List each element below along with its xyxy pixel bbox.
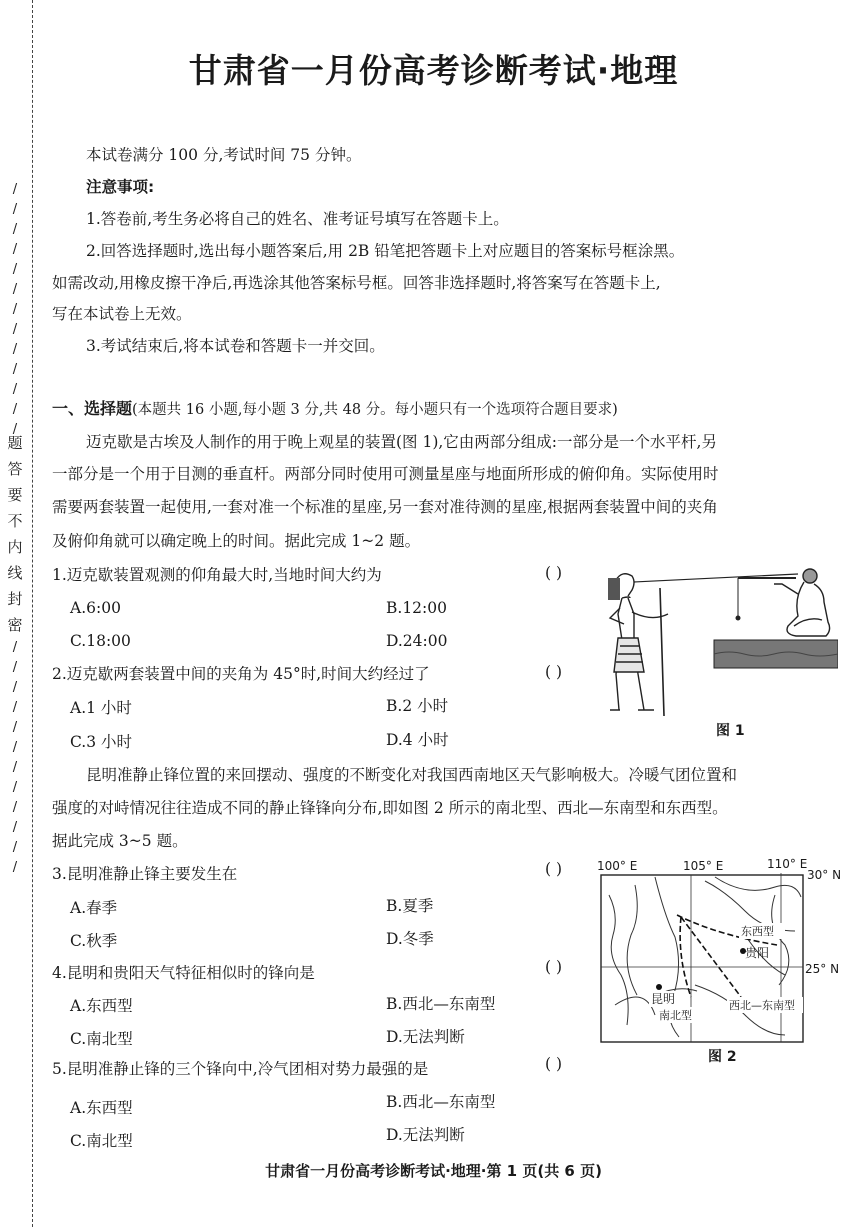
section-heading	[52, 398, 618, 421]
answer-paren: ( )	[545, 860, 563, 878]
lon-label-100: 100° E	[597, 859, 638, 873]
notice-item-2-cont: 如需改动,用橡皮擦干净后,再选涂其他答案标号框。回答非选择题时,将答案写在答题卡上,	[52, 274, 661, 292]
notice-item-3: 3.考试结束后,将本试卷和答题卡一并交回。	[86, 337, 385, 355]
margin-char: 内	[7, 538, 23, 556]
option-b: B.2 小时	[386, 697, 449, 715]
margin-char: 线	[7, 564, 23, 582]
option-d: D.4 小时	[386, 731, 449, 749]
option-d: D.无法判断	[386, 1126, 465, 1144]
option-c: C.18:00	[70, 632, 131, 650]
option-b: B.12:00	[386, 599, 447, 617]
lon-label-105: 105° E	[683, 859, 724, 873]
passage-line: 及俯仰角就可以确定晚上的时间。据此完成 1~2 题。	[52, 532, 421, 550]
option-d: D.24:00	[386, 632, 448, 650]
option-c: C.3 小时	[70, 733, 133, 751]
option-a: A.6:00	[70, 599, 121, 617]
passage-line: 迈克歇是古埃及人制作的用于晚上观星的装置(图 1),它由两部分组成:一部分是一个水平杆,另	[86, 433, 717, 451]
label-north-south: 南北型	[659, 1009, 692, 1022]
page-footer: 甘肃省一月份高考诊断考试·地理·第 1 页(共 6 页)	[265, 1162, 602, 1180]
lat-label-30: 30° N	[807, 868, 842, 882]
notice-heading: 注意事项:	[86, 178, 155, 196]
margin-char: 不	[7, 512, 23, 530]
option-c: C.南北型	[70, 1132, 133, 1150]
answer-paren: ( )	[545, 958, 563, 976]
question-4-stem: 4.昆明和贵阳天气特征相似时的锋向是	[52, 964, 315, 982]
answer-paren: ( )	[545, 1055, 563, 1073]
label-guiyang: 贵阳	[745, 946, 770, 960]
notice-item-2-cont: 写在本试卷上无效。	[52, 305, 192, 323]
margin-char: 题	[7, 434, 23, 452]
section-note: (本题共 16 小题,每小题 3 分,共 48 分。每小题只有一个选项符合题目要求)	[132, 402, 618, 418]
figure-1-illustration	[598, 568, 838, 718]
option-a: A.春季	[70, 899, 118, 917]
label-kunming: 昆明	[651, 992, 676, 1006]
page-title: 甘肃省一月份高考诊断考试·地理	[188, 51, 679, 90]
option-b: B.夏季	[386, 897, 434, 915]
margin-char: 要	[7, 486, 23, 504]
figure-2-map	[595, 855, 857, 1045]
intro-line: 本试卷满分 100 分,考试时间 75 分钟。	[86, 146, 362, 164]
option-c: C.南北型	[70, 1030, 133, 1048]
notice-item-2: 2.回答选择题时,选出每小题答案后,用 2B 铅笔把答题卡上对应题目的答案标号框涂黑。	[86, 242, 685, 260]
question-5-stem: 5.昆明准静止锋的三个锋向中,冷气团相对势力最强的是	[52, 1060, 429, 1078]
binding-margin-text: / / / / / / / / / / / / / 题 答 要 不 内 线 封 密 / / / / / / / / / / / /	[3, 180, 27, 898]
section-title: 一、选择题	[52, 399, 133, 418]
kunming-marker	[656, 984, 662, 990]
lon-label-110: 110° E	[767, 857, 808, 871]
answer-paren: ( )	[545, 564, 563, 582]
margin-char: 密	[7, 616, 23, 634]
margin-char: 封	[7, 590, 23, 608]
option-a: A.东西型	[70, 997, 133, 1015]
question-3-stem: 3.昆明准静止锋主要发生在	[52, 865, 238, 883]
label-nw-se: 西北—东南型	[729, 999, 795, 1012]
question-2-stem: 2.迈克歇两套装置中间的夹角为 45°时,时间大约经过了	[52, 665, 430, 683]
question-1-stem: 1.迈克歇装置观测的仰角最大时,当地时间大约为	[52, 566, 382, 584]
answer-paren: ( )	[545, 663, 563, 681]
figure-1-caption: 图 1	[716, 723, 745, 739]
passage-line: 一部分是一个用于目测的垂直杆。两部分同时使用可测量星座与地面所形成的俯仰角。实际使用时	[52, 465, 719, 483]
passage-line: 强度的对峙情况往往造成不同的静止锋锋向分布,即如图 2 所示的南北型、西北—东南型和东西型。	[52, 799, 728, 817]
option-a: A.1 小时	[70, 699, 132, 717]
option-d: D.无法判断	[386, 1028, 465, 1046]
passage-line: 需要两套装置一起使用,一套对准一个标准的星座,另一套对准待测的星座,根据两套装置中间的夹角	[52, 498, 718, 516]
margin-char: 答	[7, 460, 23, 478]
figure-2-caption: 图 2	[708, 1049, 737, 1065]
passage-line: 据此完成 3~5 题。	[52, 832, 188, 850]
notice-item-1: 1.答卷前,考生务必将自己的姓名、准考证号填写在答题卡上。	[86, 210, 509, 228]
label-east-west: 东西型	[741, 925, 774, 938]
passage-line: 昆明准静止锋位置的来回摆动、强度的不断变化对我国西南地区天气影响极大。冷暖气团位置和	[86, 766, 738, 784]
binding-line	[32, 0, 34, 1227]
option-a: A.东西型	[70, 1099, 133, 1117]
lat-label-25: 25° N	[805, 962, 840, 976]
option-b: B.西北—东南型	[386, 995, 496, 1013]
option-b: B.西北—东南型	[386, 1093, 496, 1111]
option-c: C.秋季	[70, 932, 118, 950]
option-d: D.冬季	[386, 930, 434, 948]
